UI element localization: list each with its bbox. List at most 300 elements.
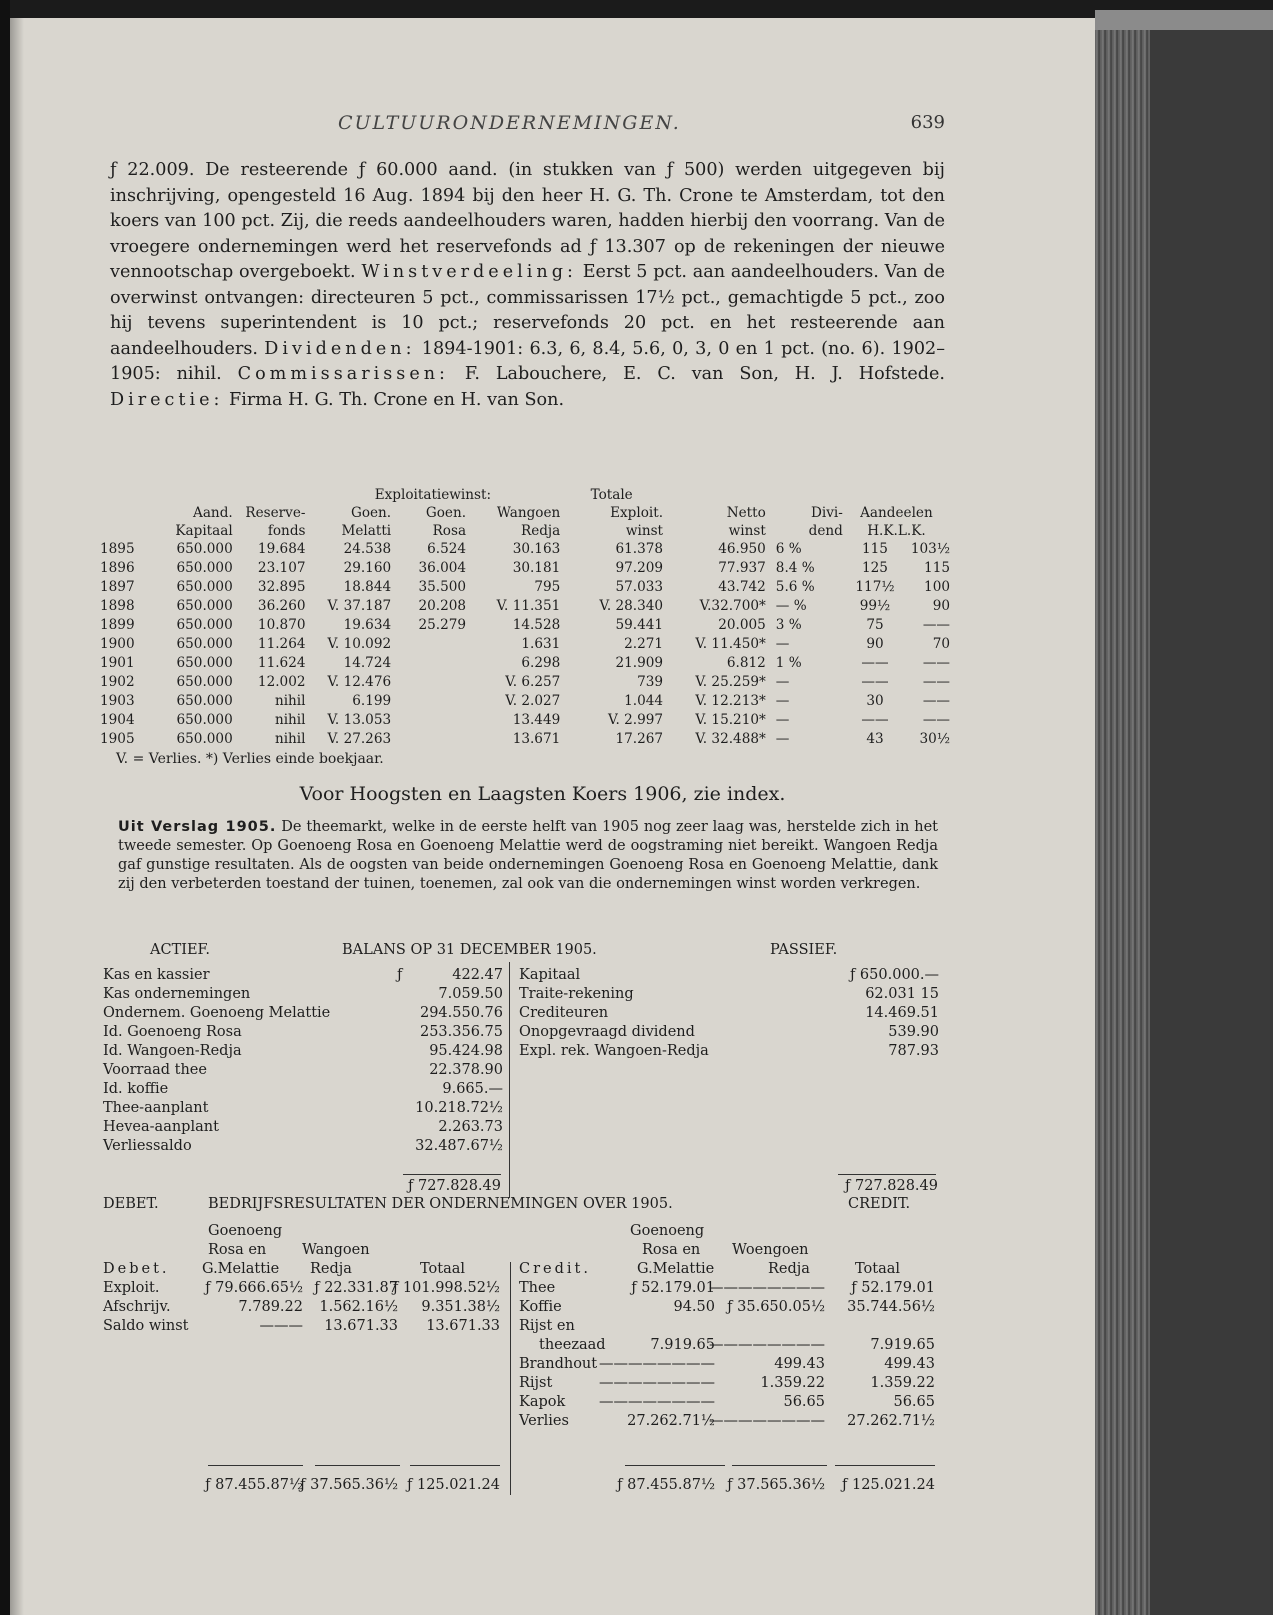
stats-cell: 115 <box>861 541 888 557</box>
stats-header-cell: Wangoen <box>496 505 561 521</box>
stats-header-cell: Aand. <box>193 505 233 521</box>
credit-row-label: Rijst en <box>519 1318 575 1334</box>
debet-row-label: Exploit. <box>103 1280 160 1296</box>
stats-cell <box>391 673 466 692</box>
balans-actief-list <box>103 966 503 1156</box>
stats-cell: 1 % <box>775 655 802 671</box>
stats-cell: 1905 <box>100 731 135 747</box>
balans-total-right: ƒ 727.828.49 <box>845 1178 938 1194</box>
body-paragraph <box>110 158 945 413</box>
credit-row-value: ƒ 52.179.01 <box>851 1280 935 1296</box>
stats-cell: 13.449 <box>512 712 561 728</box>
balans-item-value: 253.356.75 <box>419 1024 503 1040</box>
stats-cell: 8.4 % <box>775 560 815 576</box>
stats-row <box>100 730 950 749</box>
balans-actief-item <box>103 1118 503 1137</box>
stats-cell: V. 6.257 <box>505 674 561 690</box>
stats-cell: 19.634 <box>343 617 392 633</box>
balans-item-value: 539.90 <box>888 1024 939 1040</box>
stats-header-row-1 <box>100 504 950 522</box>
stats-cell: 30.163 <box>512 541 561 557</box>
stats-cell: 32.895 <box>257 579 306 595</box>
credit-row-value: 35.744.56½ <box>847 1299 935 1315</box>
right-head-goenoeng: Goenoeng <box>630 1223 705 1239</box>
stats-cell: 125 <box>861 560 888 576</box>
balans-item-value: ƒ 650.000.— <box>849 967 939 983</box>
stats-cell: 36.004 <box>418 560 467 576</box>
credit-row-value: 1.359.22 <box>760 1375 825 1391</box>
balans-actief-item <box>103 1080 503 1099</box>
bedrijf-rule-l1 <box>208 1465 303 1466</box>
stats-cell: 1898 <box>100 598 135 614</box>
balans-item-value: 422.47 <box>452 967 503 983</box>
balans-passief-list <box>519 966 939 1061</box>
book-cover-edge <box>1150 30 1273 1615</box>
balans-item-value: 95.424.98 <box>429 1043 503 1059</box>
balans-item-label: Expl. rek. Wangoen-Redja <box>519 1043 709 1059</box>
stats-cell <box>391 635 466 654</box>
balans-passief-item <box>519 1042 939 1061</box>
stats-row <box>100 578 950 597</box>
stats-cell: 1901 <box>100 655 135 671</box>
balans-item-value: 32.487.67½ <box>415 1138 503 1154</box>
balans-header <box>110 942 945 962</box>
stats-cell: — <box>775 731 790 747</box>
stats-cell: V. 27.263 <box>327 731 392 747</box>
stats-header-row-2 <box>100 522 950 540</box>
balans-item-value: 10.218.72½ <box>415 1100 503 1116</box>
stats-cell: 20.208 <box>418 598 467 614</box>
bedrijf-divider <box>510 1262 511 1495</box>
debet-row-value: 13.671.33 <box>324 1318 398 1334</box>
stats-header-cell: Divi- <box>810 505 843 521</box>
stats-cell: 43.742 <box>718 579 766 595</box>
balans-item-label: Crediteuren <box>519 1005 609 1021</box>
stats-cell: 10.870 <box>257 617 306 633</box>
verslag-text: De theemarkt, welke in de eerste helft van 1905 nog zeer laag was, herstelde zich in het tweede semester. Op Goenoeng Rosa en Goenoeng Melattie werd de oogstraming niet bereikt. Wangoen Redja gaf gunstige resultaten. Als de oogsten van beide ondernemingen Goenoeng Rosa en Goenoeng Melattie, dank zij den verbeterden toestand der tuinen, toenemen, zal ook van die ondernemingen winst worden verkregen. <box>118 819 939 892</box>
statistics-table <box>100 486 950 767</box>
stats-cell: 97.209 <box>615 560 664 576</box>
stats-cell: 5.6 % <box>775 579 815 595</box>
credit-row-label: theezaad <box>539 1337 606 1353</box>
commissarissen-text: F. Labouchere, E. C. van Son, H. J. Hofstede. <box>464 364 946 384</box>
stats-cell: 795 <box>534 579 561 595</box>
credit-row-value: 499.43 <box>884 1356 935 1372</box>
stats-cell: 115 <box>924 560 950 576</box>
balans-actief-item <box>103 966 503 985</box>
stats-cell: 57.033 <box>615 579 664 595</box>
balans-item-label: Id. Wangoen-Redja <box>103 1043 242 1059</box>
stats-cell: V. 12.213* <box>695 693 766 709</box>
stats-cell: — <box>775 712 790 728</box>
stats-cell: V.32.700* <box>699 598 766 614</box>
left-head-rosa-en: Rosa en <box>208 1242 267 1258</box>
right-head-woengoen: Woengoen <box>732 1242 809 1258</box>
debet-row-value: 13.671.33 <box>426 1318 500 1334</box>
stats-header-cell: dend <box>808 523 843 539</box>
stats-cell: nihil <box>274 693 306 709</box>
page-number: 639 <box>910 112 945 133</box>
stats-cell: 59.441 <box>615 617 664 633</box>
balans-item-value: 7.059.50 <box>438 986 503 1002</box>
stats-cell: 24.538 <box>343 541 392 557</box>
balans-item-value: 787.93 <box>888 1043 939 1059</box>
stats-cell: 23.107 <box>257 560 306 576</box>
stats-cell: —— <box>922 712 950 728</box>
credit-row-value: 56.65 <box>783 1394 825 1410</box>
stats-cell: nihil <box>274 731 306 747</box>
bedrijf-header <box>103 1196 938 1216</box>
stats-cell: 30.181 <box>512 560 561 576</box>
stats-cell: 650.000 <box>176 674 233 690</box>
balans-item-label: Onopgevraagd dividend <box>519 1024 695 1040</box>
right-head-redja: Redja <box>768 1261 810 1277</box>
bedrijf-title: BEDRIJFSRESULTATEN DER ONDERNEMINGEN OVER 1905. <box>208 1196 673 1212</box>
balans-actief-item <box>103 1042 503 1061</box>
stats-cell: 6.812 <box>726 655 766 671</box>
credit-row-value: 7.919.65 <box>870 1337 935 1353</box>
stats-cell: 1.044 <box>624 693 664 709</box>
stats-cell: V. 11.450* <box>695 636 766 652</box>
koers-reference: Voor Hoogsten en Laagsten Koers 1906, zie index. <box>299 783 786 805</box>
stats-cell: V. 32.488* <box>695 731 766 747</box>
credit-total: ƒ 87.455.87½ <box>617 1477 715 1493</box>
balans-passief-item <box>519 966 939 985</box>
stats-cell: 650.000 <box>176 598 233 614</box>
stats-header-cell: Goen. <box>425 505 467 521</box>
group-header-exploitatiewinst: Exploitatiewinst: <box>374 487 492 503</box>
balans-item-label: Verliessaldo <box>103 1138 192 1154</box>
stats-cell: 21.909 <box>615 655 664 671</box>
verslag-paragraph <box>118 818 938 894</box>
stats-header-cell: Netto <box>726 505 766 521</box>
stats-cell: 12.002 <box>257 674 306 690</box>
bedrijf-rule-r2 <box>732 1465 827 1466</box>
stats-cell: V. 11.351 <box>496 598 561 614</box>
right-head-gmelattie: G.Melattie <box>637 1261 715 1277</box>
credit-total: ƒ 37.565.36½ <box>727 1477 825 1493</box>
credit-row-value: 94.50 <box>673 1299 715 1315</box>
credit-total: ƒ 125.021.24 <box>842 1477 935 1493</box>
balans-item-label: Id. Goenoeng Rosa <box>103 1024 242 1040</box>
stats-cell: 1900 <box>100 636 135 652</box>
balans-divider <box>509 962 510 1198</box>
stats-cell: V. 13.053 <box>327 712 392 728</box>
stats-cell: 77.937 <box>718 560 766 576</box>
debet-label: DEBET. <box>103 1196 159 1212</box>
bedrijf-rule-r1 <box>625 1465 725 1466</box>
stats-cell: 6.298 <box>521 655 561 671</box>
stats-cell: 11.264 <box>257 636 306 652</box>
stats-row <box>100 635 950 654</box>
balans-rule-right <box>838 1174 936 1175</box>
stats-cell <box>391 654 466 673</box>
dividend-label: Dividenden: <box>264 338 416 359</box>
stats-header-cell: Aandeelen <box>860 505 933 521</box>
left-head-goenoeng: Goenoeng <box>208 1223 283 1239</box>
stats-cell: 1904 <box>100 712 135 728</box>
credit-row-value: ———————— <box>709 1280 825 1296</box>
credit-row-label: Kapok <box>519 1394 566 1410</box>
stats-cell <box>391 730 466 749</box>
balans-item-value: 9.665.— <box>442 1081 503 1097</box>
bedrijf-rule-r3 <box>835 1465 935 1466</box>
stats-row <box>100 692 950 711</box>
group-header-totale: Totale <box>590 487 633 503</box>
stats-cell: 3 % <box>775 617 802 633</box>
stats-header-cell: winst <box>728 523 766 539</box>
stats-cell: 99½ <box>859 598 891 614</box>
credit-row-value: ———————— <box>599 1356 715 1372</box>
credit-row-label: Brandhout <box>519 1356 598 1372</box>
credit-row-label: Koffie <box>519 1299 562 1315</box>
balans-rule-left <box>403 1174 501 1175</box>
balans-item-label: Kas en kassier <box>103 967 210 983</box>
stats-cell: V. 12.476 <box>327 674 392 690</box>
stats-cell: 650.000 <box>176 579 233 595</box>
stats-header-cell: fonds <box>267 523 306 539</box>
stats-cell: — <box>775 636 790 652</box>
stats-cell: V. 37.187 <box>327 598 392 614</box>
stats-cell: 19.684 <box>257 541 306 557</box>
debet-row-value: ƒ 79.666.65½ <box>205 1280 303 1296</box>
credit-row-value: ƒ 52.179.01 <box>631 1280 715 1296</box>
balans-item-label: Hevea-aanplant <box>103 1119 219 1135</box>
credit-row-value: ———————— <box>599 1375 715 1391</box>
stats-cell: 25.279 <box>418 617 467 633</box>
stats-cell: —— <box>922 693 950 709</box>
balans-actief-item <box>103 1061 503 1080</box>
stats-cell: 18.844 <box>343 579 392 595</box>
commissarissen-label: Commissarissen: <box>237 364 449 384</box>
stats-cell: 650.000 <box>176 636 233 652</box>
credit-row-value: 27.262.71½ <box>847 1413 935 1429</box>
stats-cell: 46.950 <box>718 541 766 557</box>
credit-row-value: 7.919.65 <box>650 1337 715 1353</box>
stats-cell: —— <box>922 655 950 671</box>
stats-row <box>100 654 950 673</box>
stats-header-cell: Goen. <box>350 505 392 521</box>
stats-cell: 43 <box>866 731 884 747</box>
credit-row-label: Rijst <box>519 1375 553 1391</box>
stats-cell: 1896 <box>100 560 135 576</box>
stats-cell: 13.671 <box>512 731 561 747</box>
right-head-rosa-en: Rosa en <box>642 1242 701 1258</box>
stats-cell: 17.267 <box>615 731 664 747</box>
balans-passief-item <box>519 985 939 1004</box>
stats-header-cell <box>100 522 156 540</box>
stats-cell: V. 2.027 <box>505 693 561 709</box>
stats-row <box>100 597 950 616</box>
stats-cell: 14.724 <box>343 655 392 671</box>
winst-text: Eerst 5 pct. aan aandeelhouders. Van de overwinst ontvangen: directeuren 5 pct., commissarissen 17½ pct., gemachtigde 5 pct., zoo hij tevens superintendent is 10 pct.; reservefonds 20 pct. en het resteerende aan aandeelhouders. <box>110 262 946 359</box>
stats-footnote: V. = Verlies. *) Verlies einde boekjaar. <box>116 751 384 767</box>
stats-cell: — % <box>775 598 807 614</box>
stats-cell: 6 % <box>775 541 802 557</box>
stats-cell: 14.528 <box>512 617 561 633</box>
credit-label: CREDIT. <box>848 1196 911 1212</box>
stats-cell: — <box>775 693 790 709</box>
stats-cell: 75 <box>866 617 884 633</box>
debet-total: ƒ 125.021.24 <box>407 1477 500 1493</box>
stats-header-cell: Kapitaal <box>175 523 233 539</box>
passief-label: PASSIEF. <box>770 942 838 958</box>
balans-title: BALANS OP 31 DECEMBER 1905. <box>342 942 597 958</box>
credit-row-value: ———————— <box>599 1394 715 1410</box>
stats-cell: 650.000 <box>176 693 233 709</box>
stats-cell: 90 <box>866 636 884 652</box>
credit-row-value: 56.65 <box>893 1394 935 1410</box>
verslag-label: Uit Verslag 1905. <box>118 819 277 835</box>
stats-cell: V. 2.997 <box>608 712 664 728</box>
stats-cell: 650.000 <box>176 541 233 557</box>
balans-item-label: Thee-aanplant <box>103 1100 209 1116</box>
bedrijf-rule-l2 <box>315 1465 400 1466</box>
balans-passief-item <box>519 1023 939 1042</box>
stats-cell: 1903 <box>100 693 135 709</box>
credit-row-value: ———————— <box>709 1413 825 1429</box>
stats-cell: —— <box>922 674 950 690</box>
dividend-text: 1894-1901: 6.3, 6, 8.4, 5.6, 0, 3, 0 en 1 pct. (no. 6). 1902–1905: nihil. <box>110 338 946 384</box>
stats-header-cell: winst <box>625 523 664 539</box>
credit-row-label: Thee <box>519 1280 556 1296</box>
stats-cell: 6.199 <box>352 693 392 709</box>
left-head-redja: Redja <box>310 1261 352 1277</box>
scan-frame-left <box>0 0 10 1615</box>
balans-item-value: 294.550.76 <box>419 1005 503 1021</box>
actief-label: ACTIEF. <box>150 942 210 958</box>
stats-cell: 117½ <box>855 579 895 595</box>
stats-row <box>100 540 950 559</box>
stats-cell: —— <box>861 674 889 690</box>
balans-item-label: Ondernem. Goenoeng Melattie <box>103 1005 331 1021</box>
left-head-wangoen: Wangoen <box>302 1242 370 1258</box>
balans-passief-item <box>519 1004 939 1023</box>
debet-row-value: ƒ 101.998.52½ <box>392 1280 500 1296</box>
directie-label: Directie: <box>110 389 224 410</box>
balans-actief-item <box>103 1099 503 1118</box>
balans-item-value: 14.469.51 <box>865 1005 939 1021</box>
balans-actief-item <box>103 1004 503 1023</box>
credit-row-value: 1.359.22 <box>870 1375 935 1391</box>
balans-actief-item <box>103 985 503 1004</box>
stats-row <box>100 559 950 578</box>
right-head-totaal: Totaal <box>855 1261 901 1277</box>
balans-total-left: ƒ 727.828.49 <box>408 1178 501 1194</box>
stats-cell: 20.005 <box>718 617 766 633</box>
stats-cell: 30 <box>866 693 884 709</box>
book-edge-top <box>1095 10 1273 32</box>
balans-item-value: 62.031 15 <box>865 986 939 1002</box>
stats-cell: 90 <box>932 598 950 614</box>
stats-header-cell: Melatti <box>341 523 392 539</box>
stats-cell: 100 <box>924 579 950 595</box>
stats-cell: 35.500 <box>418 579 467 595</box>
balans-item-value: 2.263.73 <box>438 1119 503 1135</box>
debet-row-value: 1.562.16½ <box>319 1299 398 1315</box>
right-head-credit: Credit. <box>519 1261 591 1277</box>
bedrijf-rule-l3 <box>410 1465 500 1466</box>
stats-cell: 61.378 <box>615 541 664 557</box>
debet-row-label: Afschrijv. <box>103 1299 171 1315</box>
debet-row-value: ƒ 22.331.87 <box>314 1280 398 1296</box>
credit-row-value: 499.43 <box>774 1356 825 1372</box>
stats-cell: —— <box>861 655 889 671</box>
stats-cell: 6.524 <box>427 541 467 557</box>
debet-total: ƒ 37.565.36½ <box>300 1477 398 1493</box>
stats-cell: 1902 <box>100 674 135 690</box>
stats-cell: 1897 <box>100 579 135 595</box>
stats-cell: 650.000 <box>176 731 233 747</box>
debet-row-value: 7.789.22 <box>238 1299 303 1315</box>
stats-header-cell: Reserve- <box>245 505 306 521</box>
stats-cell: 650.000 <box>176 560 233 576</box>
stats-cell: V. 28.340 <box>599 598 664 614</box>
stats-cell: 1899 <box>100 617 135 633</box>
stats-cell: V. 25.259* <box>695 674 766 690</box>
stats-cell: V. 10.092 <box>327 636 392 652</box>
debet-total: ƒ 87.455.87½ <box>205 1477 303 1493</box>
balans-item-label: Id. koffie <box>103 1081 169 1097</box>
stats-cell: 1.631 <box>521 636 561 652</box>
winst-label: Winstverdeeling: <box>361 262 577 282</box>
balans-item-value: 22.378.90 <box>429 1062 503 1078</box>
stats-cell <box>391 692 466 711</box>
balans-actief-item <box>103 1023 503 1042</box>
debet-row-label: Saldo winst <box>103 1318 189 1334</box>
left-head-totaal: Totaal <box>420 1261 466 1277</box>
stats-cell: 650.000 <box>176 655 233 671</box>
left-head-debet: Debet. <box>103 1261 170 1277</box>
stats-header-cell <box>100 504 156 522</box>
debet-row-value: 9.351.38½ <box>421 1299 500 1315</box>
balans-actief-item <box>103 1137 503 1156</box>
stats-cell: —— <box>861 712 889 728</box>
stats-cell: 103½ <box>910 541 950 557</box>
currency-sign: ƒ <box>397 967 403 983</box>
stats-cell: 29.160 <box>343 560 392 576</box>
stats-cell: 2.271 <box>624 636 664 652</box>
stats-cell: 650.000 <box>176 712 233 728</box>
stats-cell: — <box>775 674 790 690</box>
credit-row-value: 27.262.71½ <box>627 1413 715 1429</box>
stats-cell: 70 <box>932 636 950 652</box>
credit-row-value: ƒ 35.650.05½ <box>727 1299 825 1315</box>
stats-header-cell: H.K.L.K. <box>867 523 926 539</box>
stats-row <box>100 616 950 635</box>
stats-cell: V. 15.210* <box>695 712 766 728</box>
stats-cell: 36.260 <box>257 598 306 614</box>
stats-cell <box>391 711 466 730</box>
stats-header-cell: Exploit. <box>610 505 664 521</box>
balans-item-label: Voorraad thee <box>103 1062 207 1078</box>
gutter-shadow <box>10 18 24 1615</box>
credit-row-label: Verlies <box>519 1413 569 1429</box>
stats-cell: 739 <box>637 674 664 690</box>
page-header <box>110 112 945 140</box>
debet-row-value: ——— <box>259 1318 303 1334</box>
stats-cell: nihil <box>274 712 306 728</box>
stats-cell: —— <box>922 617 950 633</box>
directie-text: Firma H. G. Th. Crone en H. van Son. <box>229 389 565 410</box>
stats-cell: 30½ <box>919 731 950 747</box>
balans-item-label: Kas ondernemingen <box>103 986 251 1002</box>
left-head-gmelattie: G.Melattie <box>202 1261 280 1277</box>
stats-header-cell: Redja <box>520 523 561 539</box>
stats-cell: 1895 <box>100 541 135 557</box>
balans-item-label: Traite-rekening <box>519 986 634 1002</box>
running-head: CULTUURONDERNEMINGEN. <box>338 112 681 134</box>
